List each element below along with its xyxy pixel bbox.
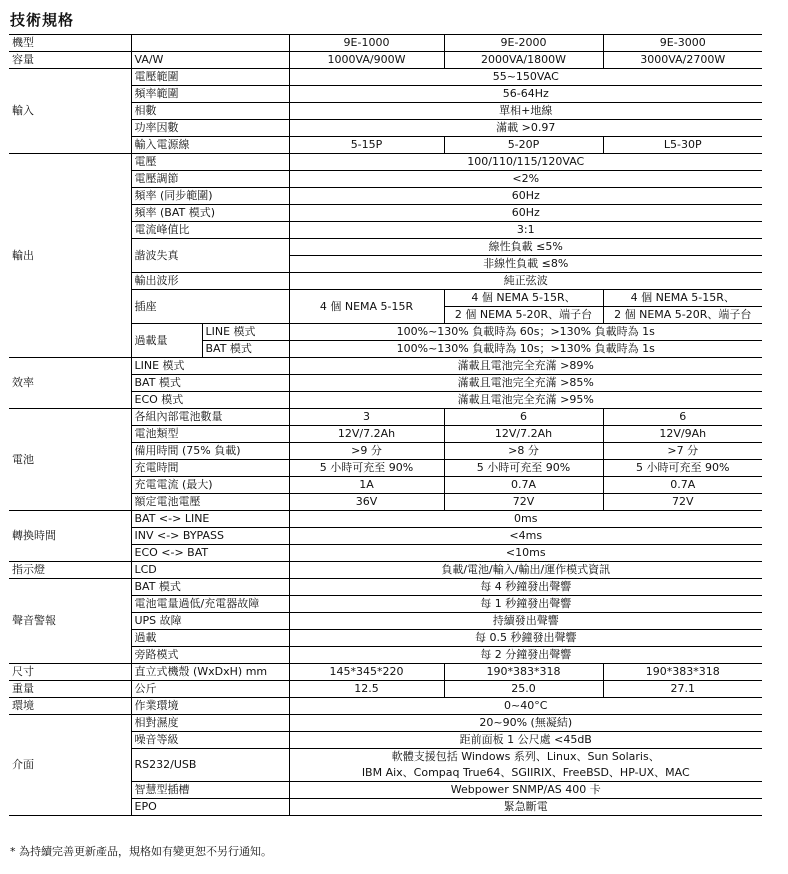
- row-alarm-overload: 過載 每 0.5 秒鐘發出聲響: [9, 630, 762, 647]
- row-output-crest: 電流峰值比 3:1: [9, 222, 762, 239]
- category-transfer: 轉換時間: [9, 511, 131, 562]
- category-weight: 重量: [9, 681, 131, 698]
- row-output-overload-line: 過載量 LINE 模式 100%~130% 負載時為 60s；>130% 負載時為 1s: [9, 324, 762, 341]
- category-battery: 電池: [9, 409, 131, 511]
- row-bat-charge-time: 充電時間 5 小時可充至 90% 5 小時可充至 90% 5 小時可充至 90%: [9, 460, 762, 477]
- row-eff-line: 效率 LINE 模式 滿載且電池完全充滿 >89%: [9, 358, 762, 375]
- row-output-thd-linear: 諧波失真 線性負載 ≤5%: [9, 239, 762, 256]
- category-input: 輸入: [9, 69, 131, 154]
- category-efficiency: 效率: [9, 358, 131, 409]
- row-if-epo: EPO 緊急斷電: [9, 799, 762, 816]
- row-output-waveform: 輸出波形 純正弦波: [9, 273, 762, 290]
- row-bat-rated-voltage: 額定電池電壓 36V 72V 72V: [9, 494, 762, 511]
- row-transfer-bat-line: 轉換時間 BAT <-> LINE 0ms: [9, 511, 762, 528]
- row-output-overload-bat: BAT 模式 100%~130% 負載時為 10s；>130% 負載時為 1s: [9, 341, 762, 358]
- row-capacity: 容量 VA/W 1000VA/900W 2000VA/1800W 3000VA/2700W: [9, 52, 762, 69]
- model-3: 9E-3000: [603, 35, 762, 52]
- row-env-temp: 環境 作業環境 0~40°C: [9, 698, 762, 715]
- spec-table: [9, 34, 762, 816]
- row-output-freq-sync: 頻率 (同步範圍) 60Hz: [9, 188, 762, 205]
- category-dimension: 尺寸: [9, 664, 131, 681]
- row-env-noise: 噪音等級 距前面板 1 公尺處 <45dB: [9, 732, 762, 749]
- row-output-freq-bat: 頻率 (BAT 模式) 60Hz: [9, 205, 762, 222]
- category-indicator: 指示燈: [9, 562, 131, 579]
- row-input-voltage: 輸入 電壓範圍 55~150VAC: [9, 69, 762, 86]
- row-alarm-low: 電池電量過低/充電器故障 每 1 秒鐘發出聲響: [9, 596, 762, 613]
- model-1: 9E-1000: [289, 35, 444, 52]
- row-output-outlets-b: 2 個 NEMA 5-20R、端子台 2 個 NEMA 5-20R、端子台: [9, 307, 762, 324]
- row-if-rs232-a: RS232/USB 軟體支援包括 Windows 系列、Linux、Sun Solaris、: [9, 749, 762, 766]
- category-model: 機型: [9, 35, 131, 52]
- row-env-humidity: 介面 相對濕度 20~90% (無凝結): [9, 715, 762, 732]
- capacity-unit: VA/W: [131, 52, 289, 69]
- category-environment: 環境: [9, 698, 131, 715]
- row-eff-bat: BAT 模式 滿載且電池完全充滿 >85%: [9, 375, 762, 392]
- row-output-regulation: 電壓調節 <2%: [9, 171, 762, 188]
- row-if-rs232-b: IBM Aix、Compaq True64、SGIIRIX、FreeBSD、HP-UX、MAC: [9, 765, 762, 782]
- row-eff-eco: ECO 模式 滿載且電池完全充滿 >95%: [9, 392, 762, 409]
- row-input-freq: 頻率範圍 56-64Hz: [9, 86, 762, 103]
- row-bat-type: 電池類型 12V/7.2Ah 12V/7.2Ah 12V/9Ah: [9, 426, 762, 443]
- category-interface: 介面: [9, 715, 131, 816]
- row-output-outlets-a: 插座 4 個 NEMA 5-15R 4 個 NEMA 5-15R、 4 個 NEMA 5-15R、: [9, 290, 762, 307]
- row-if-slot: 智慧型插槽 Webpower SNMP/AS 400 卡: [9, 782, 762, 799]
- category-alarm: 聲音警報: [9, 579, 131, 664]
- row-transfer-eco-bat: ECO <-> BAT <10ms: [9, 545, 762, 562]
- row-bat-charge-current: 充電電流 (最大) 1A 0.7A 0.7A: [9, 477, 762, 494]
- row-alarm-bat: 聲音警報 BAT 模式 每 4 秒鐘發出聲響: [9, 579, 762, 596]
- row-bat-backup: 備用時間 (75% 負載) >9 分 >8 分 >7 分: [9, 443, 762, 460]
- row-output-voltage: 輸出 電壓 100/110/115/120VAC: [9, 154, 762, 171]
- row-indicator: 指示燈 LCD 負載/電池/輸入/輸出/運作模式資訊: [9, 562, 762, 579]
- row-dimension: 尺寸 直立式機殼 (WxDxH) mm 145*345*220 190*383*318 190*383*318: [9, 664, 762, 681]
- category-capacity: 容量: [9, 52, 131, 69]
- row-alarm-bypass: 旁路模式 每 2 分鐘發出聲響: [9, 647, 762, 664]
- row-input-cord: 輸入電源線 5-15P 5-20P L5-30P: [9, 137, 762, 154]
- row-weight: 重量 公斤 12.5 25.0 27.1: [9, 681, 762, 698]
- row-bat-count: 電池 各組內部電池數量 3 6 6: [9, 409, 762, 426]
- footnote: * 為持續完善更新產品，規格如有變更恕不另行通知。: [10, 845, 272, 858]
- row-alarm-fault: UPS 故障 持續發出聲響: [9, 613, 762, 630]
- category-output: 輸出: [9, 154, 131, 358]
- row-transfer-inv-bypass: INV <-> BYPASS <4ms: [9, 528, 762, 545]
- page-title: 技術規格: [10, 11, 75, 29]
- row-input-pf: 功率因數 滿載 >0.97: [9, 120, 762, 137]
- model-2: 9E-2000: [444, 35, 603, 52]
- row-model: [9, 35, 762, 52]
- row-output-thd-nonlinear: 非線性負載 ≤8%: [9, 256, 762, 273]
- row-input-phase: 相數 單相+地線: [9, 103, 762, 120]
